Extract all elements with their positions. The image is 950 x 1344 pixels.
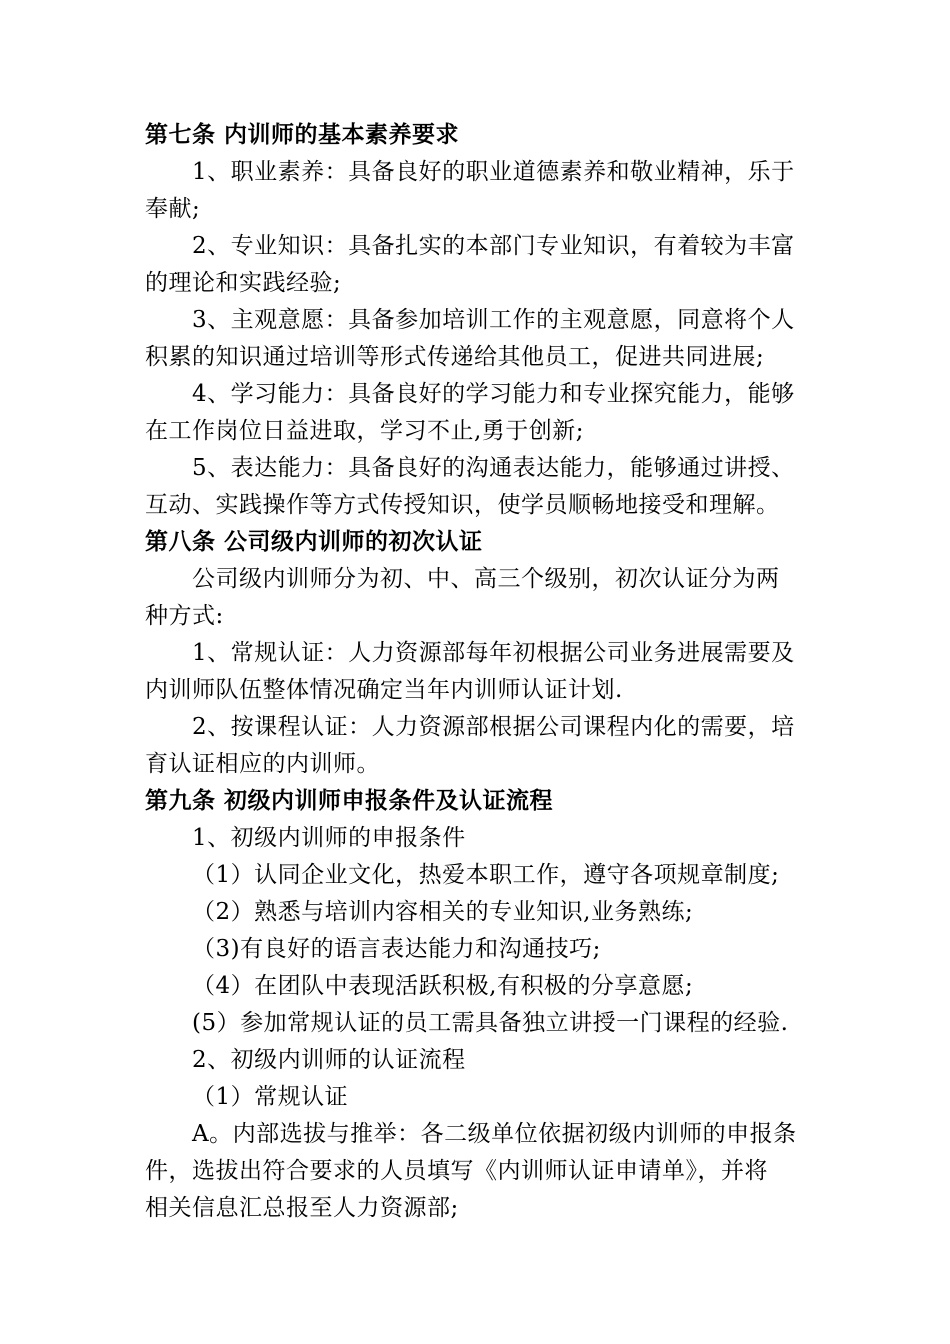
article-7-item-3-line-1: 3、主观意愿：具备参加培训工作的主观意愿，同意将个人 xyxy=(192,307,795,333)
article-7-item-4-line-2: 在工作岗位日益进取，学习不止,勇于创新; xyxy=(145,418,585,444)
article-7-item-2-line-1: 2、专业知识：具备扎实的本部门专业知识，有着较为丰富 xyxy=(192,233,795,259)
article-9-step-a-line-2: 件，选拔出符合要求的人员填写《内训师认证申请单》，并将 xyxy=(145,1158,768,1184)
article-9-step-a-line-3: 相关信息汇总报至人力资源部; xyxy=(145,1195,459,1221)
article-8-heading: 第八条 公司级内训师的初次认证 xyxy=(145,529,483,555)
article-8-item-1-line-1: 1、常规认证：人力资源部每年初根据公司业务进展需要及 xyxy=(192,640,795,666)
article-9-heading: 第九条 初级内训师申报条件及认证流程 xyxy=(145,788,554,814)
article-7-item-1-line-2: 奉献; xyxy=(145,196,201,222)
article-8-item-1-line-2: 内训师队伍整体情况确定当年内训师认证计划. xyxy=(145,677,623,703)
article-8-intro-line-1: 公司级内训师分为初、中、高三个级别，初次认证分为两 xyxy=(192,566,780,592)
article-7-item-1-line-1: 1、职业素养：具备良好的职业道德素养和敬业精神，乐于 xyxy=(192,159,795,185)
article-9-condition-2: （2）熟悉与培训内容相关的专业知识,业务熟练; xyxy=(192,899,694,925)
article-9-condition-4: （4）在团队中表现活跃积极,有积极的分享意愿; xyxy=(192,973,694,999)
article-8-intro-line-2: 种方式: xyxy=(145,603,224,629)
article-7-item-5-line-1: 5、表达能力：具备良好的沟通表达能力，能够通过讲授、 xyxy=(192,455,795,481)
article-7-item-2-line-2: 的理论和实践经验; xyxy=(145,270,342,296)
article-7-heading: 第七条 内训师的基本素养要求 xyxy=(145,122,460,148)
article-9-condition-5: (5）参加常规认证的员工需具备独立讲授一门课程的经验. xyxy=(192,1010,789,1036)
article-9-sub-1: 1、初级内训师的申报条件 xyxy=(192,825,466,851)
article-9-sub-2: 2、初级内训师的认证流程 xyxy=(192,1047,466,1073)
article-9-step-a-line-1: A。内部选拔与推举：各二级单位依据初级内训师的申报条 xyxy=(192,1121,797,1147)
article-7-item-5-line-2: 互动、实践操作等方式传授知识，使学员顺畅地接受和理解。 xyxy=(145,492,780,518)
article-7-item-4-line-1: 4、学习能力：具备良好的学习能力和专业探究能力，能够 xyxy=(192,381,795,407)
article-9-sub-2-1: （1）常规认证 xyxy=(192,1084,349,1110)
article-8-item-2-line-2: 育认证相应的内训师。 xyxy=(145,751,380,777)
article-7-item-3-line-2: 积累的知识通过培训等形式传递给其他员工，促进共同进展; xyxy=(145,344,765,370)
article-9-condition-1: （1）认同企业文化，热爱本职工作，遵守各项规章制度; xyxy=(192,862,780,888)
article-8-item-2-line-1: 2、按课程认证：人力资源部根据公司课程内化的需要，培 xyxy=(192,714,795,740)
article-9-condition-3: （3)有良好的语言表达能力和沟通技巧; xyxy=(192,936,601,962)
